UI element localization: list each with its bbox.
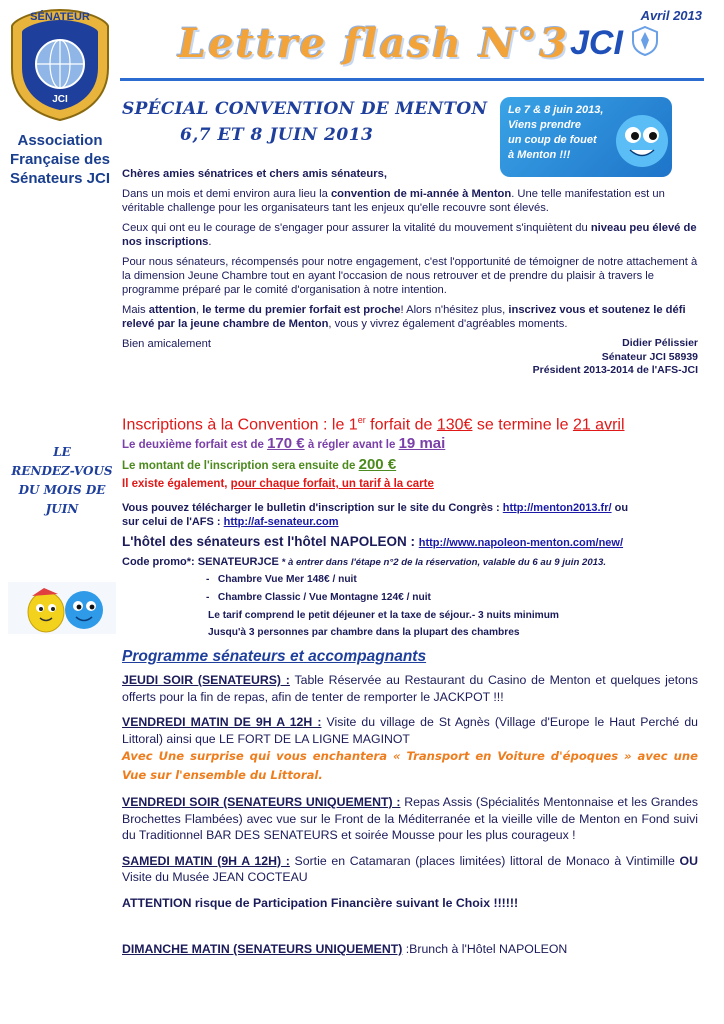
association-name xyxy=(4,131,116,188)
signature-role: Président 2013-2014 de l'AFS-JCI xyxy=(532,364,698,376)
letter-paragraph: Dans un mois et demi environ aura lieu la convention de mi-année à Menton. Une telle manifestation est un véritable challenge pour les organisateurs tant les enjeux qu'elle recouvre sont élevés. xyxy=(122,188,665,214)
header-divider xyxy=(120,78,704,81)
letter-paragraph: Ceux qui ont eu le courage de s'engager pour assurer la vitalité du mouvement s'inquiètent du niveau peu élevé de nos inscriptions. xyxy=(122,222,697,248)
programme-title: Programme sénateurs et accompagnants xyxy=(122,648,427,665)
programme-item: SAMEDI MATIN (9H A 12H) : Sortie en Catamaran (places limitées) littoral de Monaco à Vintimille OU Visite du Musée JEAN COCTEAU xyxy=(122,853,698,884)
letter-body xyxy=(122,167,698,379)
rdv-line: LE xyxy=(53,445,71,459)
jci-shield-icon xyxy=(632,26,658,56)
closing: Bien amicalement xyxy=(122,338,211,350)
rate-note: Jusqu'à 3 personnes par chambre dans la plupart des chambres xyxy=(208,627,520,638)
programme-item: DIMANCHE MATIN (SENATEURS UNIQUEMENT) :Brunch à l'Hôtel NAPOLEON xyxy=(122,942,568,956)
first-forfait-line: Inscriptions à la Convention : le 1er forfait de 130€ se termine le 21 avril xyxy=(122,415,625,434)
programme-body xyxy=(122,672,698,967)
rate-note: Le tarif comprend le petit déjeuner et la taxe de séjour.- 3 nuits minimum xyxy=(208,610,559,621)
association-line: Française des xyxy=(9,151,111,168)
seal-top-text: SÉNATEUR xyxy=(30,11,90,23)
attention-note: ATTENTION risque de Participation Financière suivant le Choix !!!!!! xyxy=(122,895,519,910)
banner-text xyxy=(508,103,618,163)
seal-bottom-text: JCI xyxy=(52,94,68,105)
programme-item: JEUDI SOIR (SENATEURS) : Table Réservée au Restaurant du Casino de Menton et quelques jetons offerts pour la fin de repas, afin de tenter de remporter le JACKPOT !!! xyxy=(122,673,698,704)
mascots-image xyxy=(8,582,116,634)
banner-line: Viens prendre xyxy=(508,119,581,131)
room-rate: - Chambre Classic / Vue Montagne 124€ / nuit xyxy=(206,592,431,603)
special-dates: 6,7 ET 8 JUIN 2013 xyxy=(180,125,374,145)
greeting: Chères amies sénatrices et chers amis sénateurs, xyxy=(122,168,387,180)
association-line: Sénateurs JCI xyxy=(9,170,111,187)
hotel-link[interactable]: http://www.napoleon-menton.com/new/ xyxy=(418,537,624,549)
room-rate: - Chambre Vue Mer 148€ / nuit xyxy=(206,574,357,585)
jci-logo-text: JCI xyxy=(570,24,623,62)
newsletter-title: Lettre flash N°3 xyxy=(178,20,570,67)
signature-title: Sénateur JCI 58939 xyxy=(601,350,698,363)
signature xyxy=(533,337,698,378)
banner-line: un coup de fouet xyxy=(508,134,597,146)
congress-link[interactable]: http://menton2013.fr/ xyxy=(502,502,612,514)
hotel-line: L'hôtel des sénateurs est l'hôtel NAPOLEON : http://www.napoleon-menton.com/new/ xyxy=(122,534,624,549)
association-line: Association xyxy=(17,132,103,149)
senateur-seal-logo xyxy=(8,6,112,122)
download-line: Vous pouvez télécharger le bulletin d'inscription sur le site du Congrès : http://menton2013.fr/ ou xyxy=(122,502,629,514)
rendez-vous-heading xyxy=(8,443,116,519)
programme-item: VENDREDI MATIN DE 9H A 12H : Visite du village de St Agnès (Village d'Europe le Haut Perché du Littoral) ainsi que LE FORT DE LA LIGNE MAGINOT Avec Une surprise qui vous enchantera « Transport en Voiture d'époques » avec une Vue sur l'ensemble du Littoral. xyxy=(122,715,698,782)
letter-paragraph: Pour nous sénateurs, récompensés pour notre engagement, c'est l'opportunité de témoigner de notre attachement à la dimension Jeune Chambre tout en ayant l'occasion de nous retrouver et de prendre du plaisir à travers le programme préparé par le comité d'organisation à notre intention. xyxy=(122,256,698,296)
rdv-line: JUIN xyxy=(45,502,79,516)
promo-code-line: Code promo*: SENATEURJCE * à entrer dans l'étape n°2 de la réservation, valable du 6 au 9 juin 2013. xyxy=(122,556,606,568)
signature-name: Didier Pélissier xyxy=(622,337,698,349)
rdv-line: DU MOIS DE xyxy=(18,483,106,497)
second-forfait-line: Le deuxième forfait est de 170 € à régler avant le 19 mai xyxy=(122,435,446,452)
promo-banner xyxy=(500,97,672,177)
banner-line: Le 7 & 8 juin 2013, xyxy=(508,104,604,116)
afs-link[interactable]: http://af-senateur.com xyxy=(223,516,339,528)
banner-line: à Menton !!! xyxy=(508,149,571,161)
a-la-carte-line: Il existe également, pour chaque forfait, un tarif à la carte xyxy=(122,478,434,490)
third-price-line: Le montant de l'inscription sera ensuite de 200 € xyxy=(122,456,397,473)
special-heading: SPÉCIAL CONVENTION DE MENTON xyxy=(122,99,488,119)
blue-mascot-icon xyxy=(612,105,670,171)
jci-logo xyxy=(570,24,658,63)
issue-date: Avril 2013 xyxy=(640,8,702,23)
letter-paragraph: Mais attention, le terme du premier forfait est proche! Alors n'hésitez plus, inscrivez vous et soutenez le défi relevé par la jeune chambre de Menton, vous y vivrez également d'agréables moments. xyxy=(122,304,686,330)
afs-line: sur celui de l'AFS : http://af-senateur.com xyxy=(122,516,339,528)
rdv-line: RENDEZ-VOUS xyxy=(11,464,113,478)
programme-item: VENDREDI SOIR (SENATEURS UNIQUEMENT) : Repas Assis (Spécialités Mentonnaise et les Grandes Brochettes Flambées) avec vue sur le Front de la Méditerranée et la vieille ville de Menton en Fond suivi du Traditionnel BAR DES SENATEURS et soirée Mousse pour les plus courageux ! xyxy=(122,795,698,842)
